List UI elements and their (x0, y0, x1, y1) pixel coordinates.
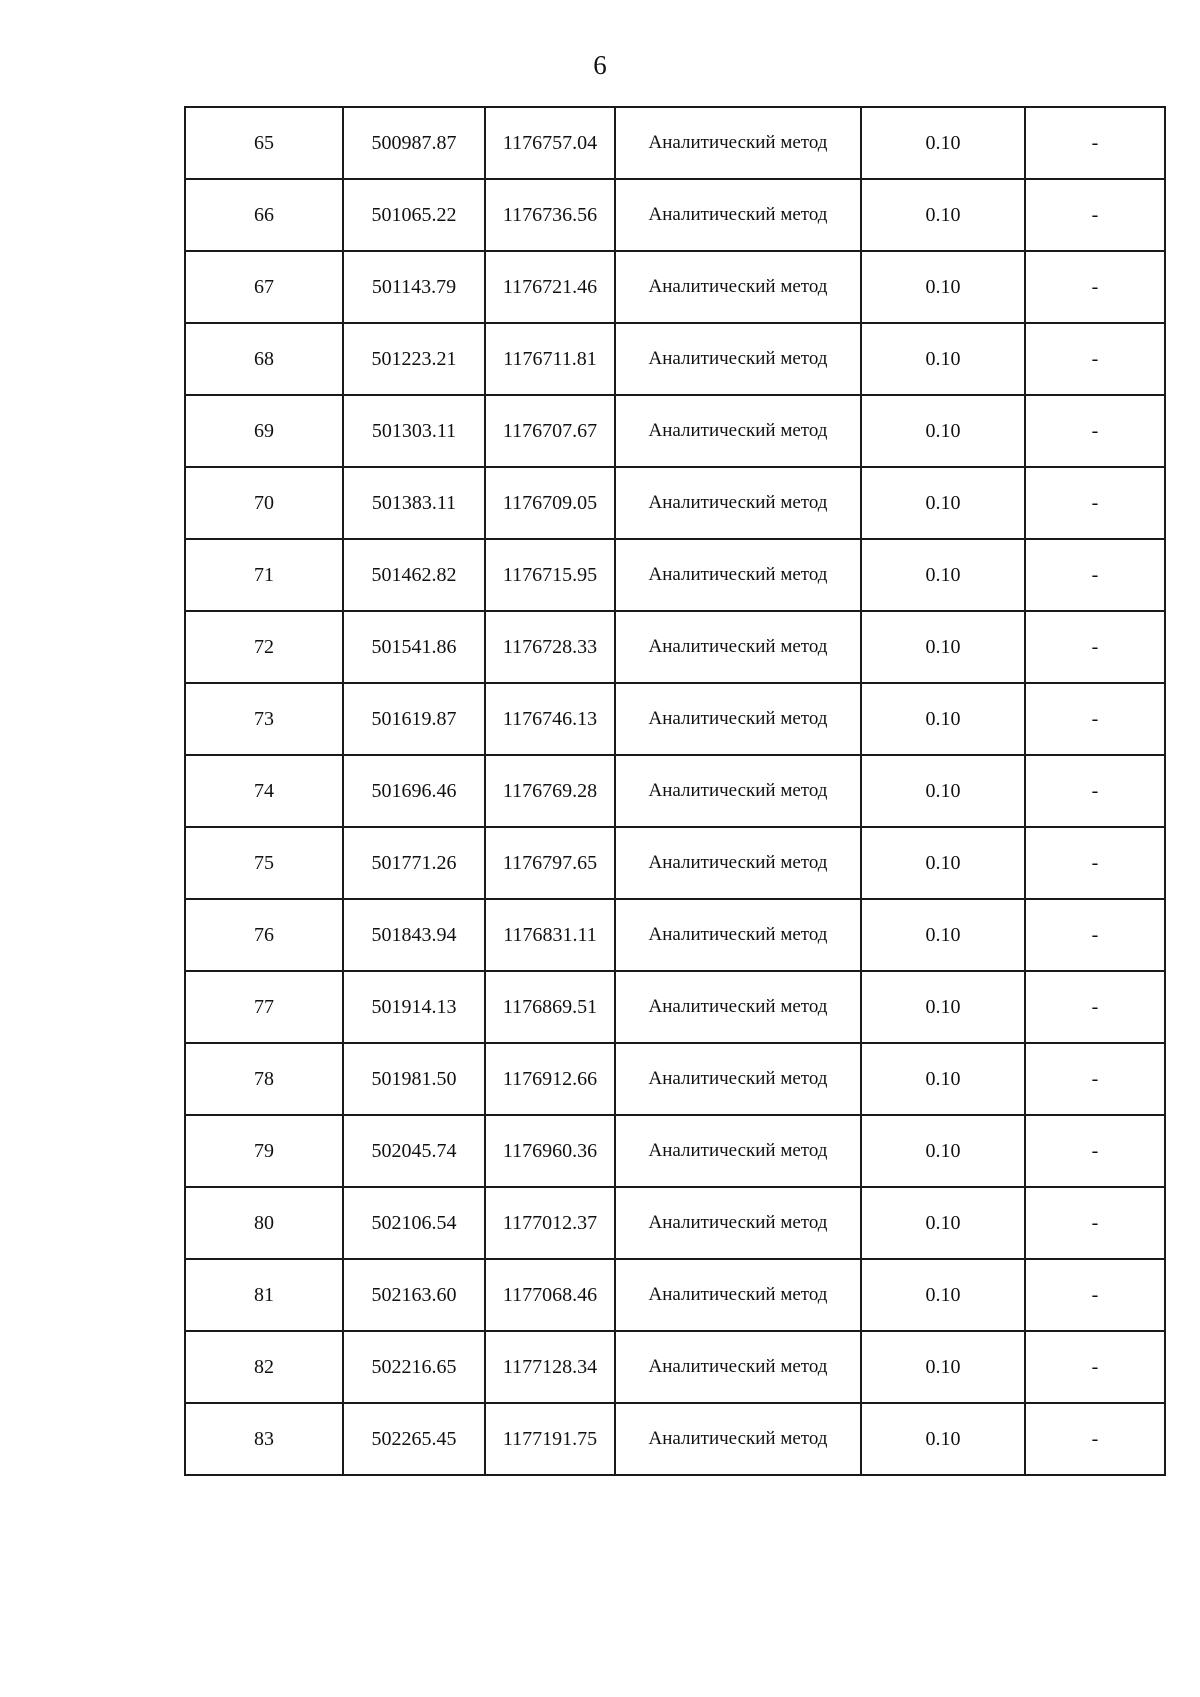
point-number-cell: 83 (185, 1403, 343, 1475)
table-row (185, 755, 1165, 827)
y-coordinate-cell: 1177128.34 (485, 1331, 615, 1403)
x-coordinate-cell: 501383.11 (343, 467, 485, 539)
note-cell: - (1025, 1043, 1165, 1115)
y-coordinate-cell: 1177012.37 (485, 1187, 615, 1259)
point-number-cell: 77 (185, 971, 343, 1043)
point-number-cell: 76 (185, 899, 343, 971)
point-number-cell: 67 (185, 251, 343, 323)
table-row (185, 1403, 1165, 1475)
note-cell: - (1025, 323, 1165, 395)
y-coordinate-cell: 1176757.04 (485, 107, 615, 179)
table-row (185, 323, 1165, 395)
accuracy-cell: 0.10 (861, 899, 1025, 971)
method-cell: Аналитический метод (615, 1259, 861, 1331)
x-coordinate-cell: 501065.22 (343, 179, 485, 251)
table-row (185, 683, 1165, 755)
accuracy-cell: 0.10 (861, 1331, 1025, 1403)
point-number-cell: 66 (185, 179, 343, 251)
accuracy-cell: 0.10 (861, 251, 1025, 323)
point-number-cell: 72 (185, 611, 343, 683)
method-cell: Аналитический метод (615, 899, 861, 971)
accuracy-cell: 0.10 (861, 539, 1025, 611)
table-row (185, 1331, 1165, 1403)
method-cell: Аналитический метод (615, 395, 861, 467)
accuracy-cell: 0.10 (861, 611, 1025, 683)
accuracy-cell: 0.10 (861, 107, 1025, 179)
page-number: 6 (593, 50, 607, 80)
y-coordinate-cell: 1176912.66 (485, 1043, 615, 1115)
x-coordinate-cell: 501143.79 (343, 251, 485, 323)
y-coordinate-cell: 1176869.51 (485, 971, 615, 1043)
table-row (185, 827, 1165, 899)
point-number-cell: 74 (185, 755, 343, 827)
method-cell: Аналитический метод (615, 539, 861, 611)
y-coordinate-cell: 1176711.81 (485, 323, 615, 395)
accuracy-cell: 0.10 (861, 1259, 1025, 1331)
method-cell: Аналитический метод (615, 827, 861, 899)
note-cell: - (1025, 179, 1165, 251)
accuracy-cell: 0.10 (861, 827, 1025, 899)
y-coordinate-cell: 1177191.75 (485, 1403, 615, 1475)
accuracy-cell: 0.10 (861, 683, 1025, 755)
x-coordinate-cell: 502045.74 (343, 1115, 485, 1187)
table-row (185, 971, 1165, 1043)
table-row (185, 1043, 1165, 1115)
table-row (185, 467, 1165, 539)
note-cell: - (1025, 755, 1165, 827)
accuracy-cell: 0.10 (861, 755, 1025, 827)
method-cell: Аналитический метод (615, 1115, 861, 1187)
note-cell: - (1025, 395, 1165, 467)
note-cell: - (1025, 1403, 1165, 1475)
method-cell: Аналитический метод (615, 1331, 861, 1403)
note-cell: - (1025, 611, 1165, 683)
table-row (185, 1115, 1165, 1187)
note-cell: - (1025, 683, 1165, 755)
y-coordinate-cell: 1176721.46 (485, 251, 615, 323)
accuracy-cell: 0.10 (861, 467, 1025, 539)
x-coordinate-cell: 501223.21 (343, 323, 485, 395)
method-cell: Аналитический метод (615, 755, 861, 827)
x-coordinate-cell: 502106.54 (343, 1187, 485, 1259)
method-cell: Аналитический метод (615, 107, 861, 179)
y-coordinate-cell: 1176960.36 (485, 1115, 615, 1187)
accuracy-cell: 0.10 (861, 1043, 1025, 1115)
note-cell: - (1025, 1187, 1165, 1259)
table-row (185, 1259, 1165, 1331)
accuracy-cell: 0.10 (861, 323, 1025, 395)
point-number-cell: 68 (185, 323, 343, 395)
point-number-cell: 79 (185, 1115, 343, 1187)
table-row (185, 395, 1165, 467)
note-cell: - (1025, 1115, 1165, 1187)
y-coordinate-cell: 1176736.56 (485, 179, 615, 251)
accuracy-cell: 0.10 (861, 1187, 1025, 1259)
note-cell: - (1025, 539, 1165, 611)
accuracy-cell: 0.10 (861, 1115, 1025, 1187)
note-cell: - (1025, 251, 1165, 323)
method-cell: Аналитический метод (615, 683, 861, 755)
method-cell: Аналитический метод (615, 611, 861, 683)
point-number-cell: 78 (185, 1043, 343, 1115)
point-number-cell: 82 (185, 1331, 343, 1403)
point-number-cell: 69 (185, 395, 343, 467)
table-row (185, 179, 1165, 251)
note-cell: - (1025, 107, 1165, 179)
y-coordinate-cell: 1177068.46 (485, 1259, 615, 1331)
note-cell: - (1025, 827, 1165, 899)
x-coordinate-cell: 501303.11 (343, 395, 485, 467)
x-coordinate-cell: 501981.50 (343, 1043, 485, 1115)
y-coordinate-cell: 1176831.11 (485, 899, 615, 971)
x-coordinate-cell: 501771.26 (343, 827, 485, 899)
point-number-cell: 75 (185, 827, 343, 899)
table-row (185, 539, 1165, 611)
method-cell: Аналитический метод (615, 179, 861, 251)
note-cell: - (1025, 899, 1165, 971)
point-number-cell: 81 (185, 1259, 343, 1331)
method-cell: Аналитический метод (615, 1043, 861, 1115)
x-coordinate-cell: 501619.87 (343, 683, 485, 755)
note-cell: - (1025, 1331, 1165, 1403)
point-number-cell: 70 (185, 467, 343, 539)
accuracy-cell: 0.10 (861, 179, 1025, 251)
point-number-cell: 71 (185, 539, 343, 611)
point-number-cell: 80 (185, 1187, 343, 1259)
note-cell: - (1025, 467, 1165, 539)
method-cell: Аналитический метод (615, 971, 861, 1043)
note-cell: - (1025, 971, 1165, 1043)
y-coordinate-cell: 1176769.28 (485, 755, 615, 827)
x-coordinate-cell: 500987.87 (343, 107, 485, 179)
method-cell: Аналитический метод (615, 323, 861, 395)
table-row (185, 1187, 1165, 1259)
point-number-cell: 65 (185, 107, 343, 179)
table-body (185, 107, 1165, 1475)
table-row (185, 107, 1165, 179)
y-coordinate-cell: 1176707.67 (485, 395, 615, 467)
y-coordinate-cell: 1176709.05 (485, 467, 615, 539)
coordinates-table (184, 106, 1166, 1476)
accuracy-cell: 0.10 (861, 1403, 1025, 1475)
method-cell: Аналитический метод (615, 1403, 861, 1475)
y-coordinate-cell: 1176728.33 (485, 611, 615, 683)
point-number-cell: 73 (185, 683, 343, 755)
x-coordinate-cell: 501541.86 (343, 611, 485, 683)
y-coordinate-cell: 1176715.95 (485, 539, 615, 611)
x-coordinate-cell: 501462.82 (343, 539, 485, 611)
x-coordinate-cell: 501843.94 (343, 899, 485, 971)
method-cell: Аналитический метод (615, 1187, 861, 1259)
x-coordinate-cell: 502163.60 (343, 1259, 485, 1331)
x-coordinate-cell: 501914.13 (343, 971, 485, 1043)
accuracy-cell: 0.10 (861, 971, 1025, 1043)
note-cell: - (1025, 1259, 1165, 1331)
method-cell: Аналитический метод (615, 251, 861, 323)
x-coordinate-cell: 502265.45 (343, 1403, 485, 1475)
accuracy-cell: 0.10 (861, 395, 1025, 467)
x-coordinate-cell: 501696.46 (343, 755, 485, 827)
table-row (185, 899, 1165, 971)
method-cell: Аналитический метод (615, 467, 861, 539)
table-row (185, 251, 1165, 323)
y-coordinate-cell: 1176746.13 (485, 683, 615, 755)
x-coordinate-cell: 502216.65 (343, 1331, 485, 1403)
y-coordinate-cell: 1176797.65 (485, 827, 615, 899)
table-row (185, 611, 1165, 683)
